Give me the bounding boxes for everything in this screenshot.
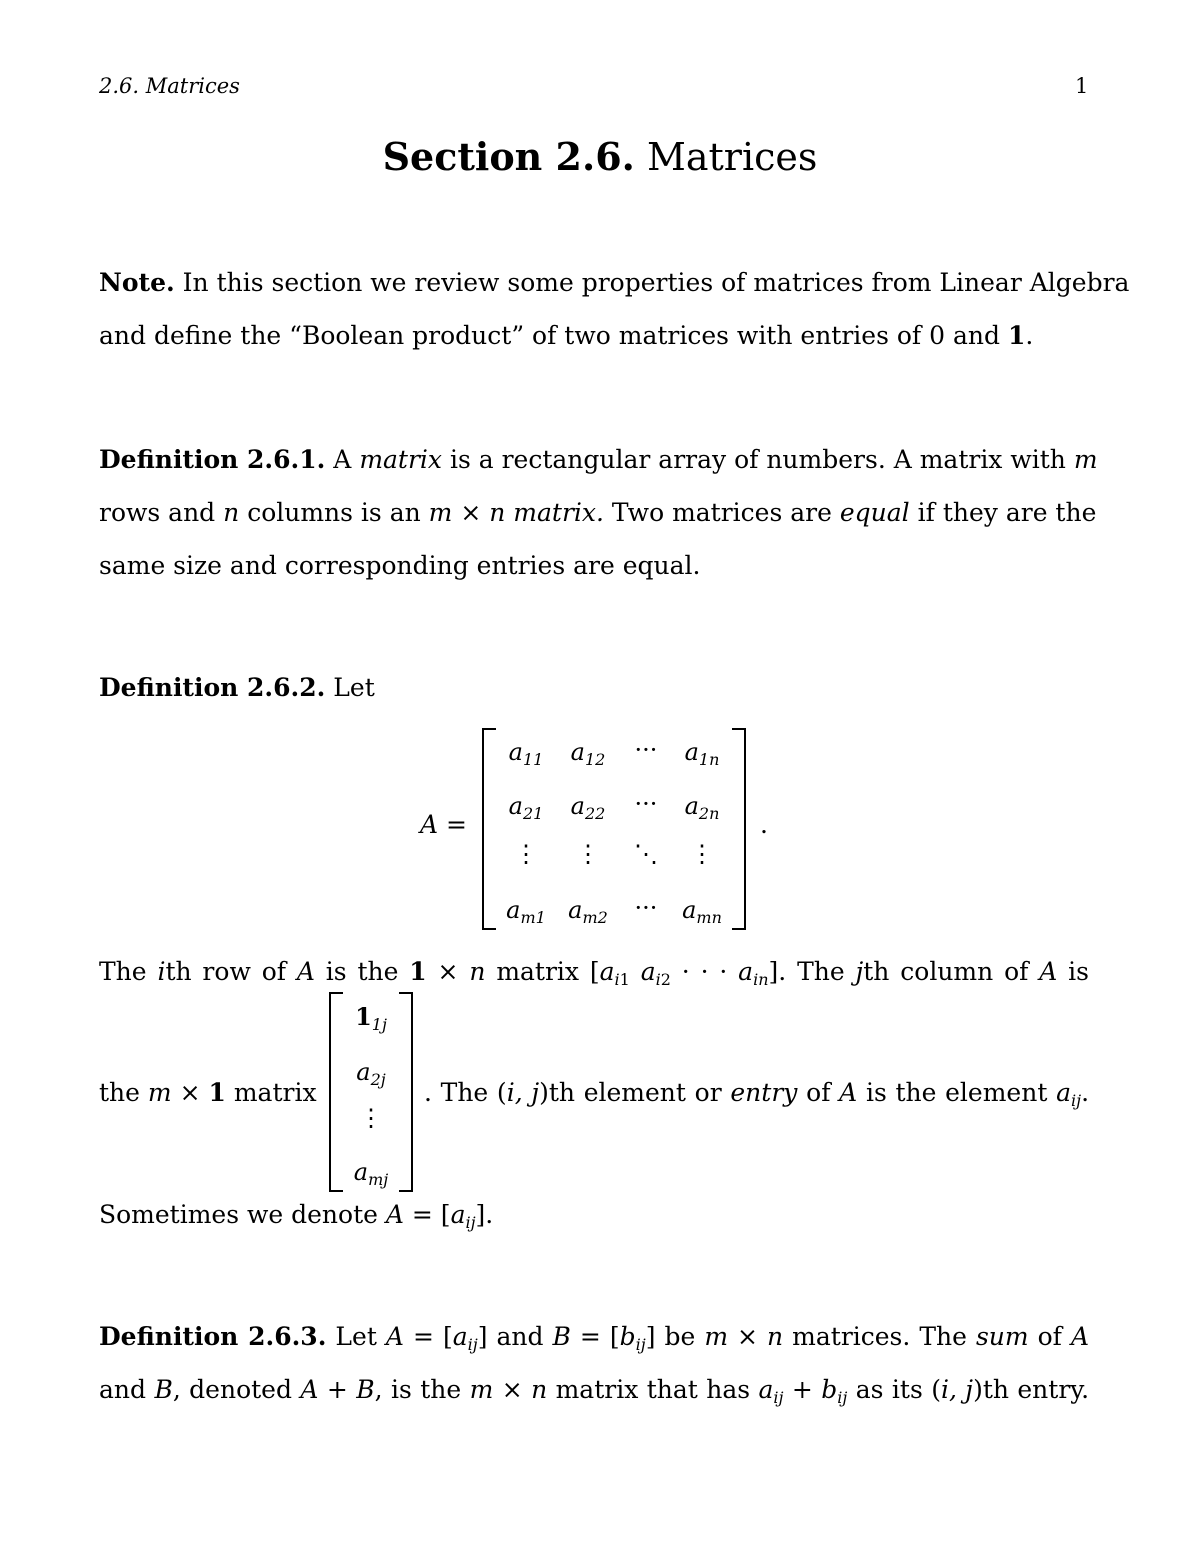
def2-let: Let [333,673,375,702]
matrix-cell: $a_{12}$ [570,738,606,769]
note-period: . [1025,321,1034,350]
matrix-cell: $1_{1j}$ [355,1002,387,1034]
text: Sometimes we denote [99,1200,378,1229]
section-title-number: Section 2.6. [382,134,635,179]
matrix-cell: $a_{mj}$ [353,1158,389,1189]
def1-line-3 [99,539,1089,592]
def2-line-1 [99,661,1089,714]
text: th row of [165,957,286,986]
def1-var-n: n [223,498,240,527]
def1-term-equal: equal [839,498,910,527]
definition-2-6-2-heading [99,661,1089,714]
definition-2-6-1 [99,433,1098,592]
def1-term-matrix-2: matrix. [513,498,604,527]
note-text-1: In this section we review some properties of matrices from Linear Algebra [182,268,1130,297]
matrix-cell: $a_{22}$ [570,792,606,823]
col-line-suffix [424,1066,1089,1119]
text: of [806,1078,831,1107]
var-i: i [157,957,166,986]
var-ij: i, j [506,1078,540,1107]
matrix-cell: ··· [634,894,658,922]
def1-label: Definition 2.6.1. [99,445,326,474]
note-text-2: and define the “Boolean product” of two matrices with entries of 0 and [99,321,1000,350]
matrix-cell: $a_{2j}$ [356,1058,386,1089]
sometimes-line [99,1188,1089,1241]
matrix-cell: ··· [634,736,658,764]
var-a: A [1039,957,1058,986]
matrix-cell: $a_{mn}$ [682,896,722,927]
def2-label: Definition 2.6.2. [99,673,326,702]
def1-text: Two matrices are [611,498,832,527]
sometimes-text-line: Sometimes we denote $A = [a_{ij}]$. [99,1200,494,1232]
text: . The ( [424,1078,507,1107]
note-paragraph [99,256,1130,362]
period: . [1081,1078,1090,1107]
text: matrix [ [496,957,600,986]
def1-text: is a rectangular array of numbers. A matrix with [449,445,1066,474]
bold-one: 1 [208,1078,226,1107]
var-n: n [469,957,486,986]
def1-line-2 [99,486,1097,539]
matrix-cell: ⋮ [576,840,600,868]
def2-row-line [99,945,1089,998]
var-a: A [296,957,315,986]
text: The [99,957,147,986]
section-title-text: Matrices [646,135,818,179]
right-bracket [732,728,746,930]
definition-2-6-3 [99,1310,1089,1416]
right-bracket [399,992,413,1192]
var-a: A [839,1078,858,1107]
def1-text: if they are the [917,498,1097,527]
text: The [797,957,845,986]
def1-mxn: m × n [428,498,506,527]
times: × [437,957,459,986]
def1-line-1 [99,433,1098,486]
matrix-a [482,728,746,930]
matrix-cell: ⋮ [690,840,714,868]
var-j: j [855,957,864,986]
text: is the [325,957,399,986]
matrix-cell: $a_{21}$ [508,792,544,823]
matrix-cell: ⋱ [634,840,658,868]
var-m: m [147,1078,172,1107]
note-label: Note. [99,268,175,297]
matrix-cell: $a_{m2}$ [568,896,608,927]
term-entry: entry [730,1078,798,1107]
text: is [1068,957,1089,986]
section-title [0,134,1200,179]
note-line-1 [99,256,1130,309]
text: matrix [233,1078,317,1107]
matrix-cell: $a_{11}$ [508,738,544,769]
matrix-cell: $a_{2n}$ [684,792,720,823]
def1-var-m: m [1073,445,1098,474]
column-matrix [329,992,413,1192]
text: the [99,1078,140,1107]
left-bracket [482,728,496,930]
times: × [179,1078,201,1107]
bold-one: 1 [409,957,427,986]
matrix-cell: ⋮ [514,840,538,868]
def3-line-1: Definition 2.6.3. Let $A = [a_{ij}]$ and $B = [b_{ij}]$ be m × n matrices. The sum of A [99,1322,1089,1354]
note-line-2 [99,309,1089,362]
text: )th element or [539,1078,722,1107]
matrix-cell: $a_{m1}$ [506,896,546,927]
def1-term-matrix: matrix [359,445,443,474]
matrix-cell: ⋮ [359,1104,383,1132]
def1-text: A [333,445,352,474]
matrix-cell: $a_{1n}$ [684,738,720,769]
text: is the element [865,1078,1048,1107]
running-header: 2.6. Matrices [99,74,240,98]
def1-text: rows and [99,498,216,527]
def3-label: Definition 2.6.3. [99,1322,327,1351]
row-line: The ith row of A is the 1 × n matrix [$a_{i1}$ $a_{i2}$ · · · $a_{in}$]. The jth column of A is [99,957,1089,989]
def1-text: same size and corresponding entries are equal. [99,551,701,580]
page-number: 1 [1075,74,1089,98]
col-line-prefix [99,1066,317,1119]
matrix-a-period: . [760,810,768,839]
text: th column of [863,957,1029,986]
matrix-cell: ··· [634,790,658,818]
def1-text: columns is an [247,498,421,527]
col-line-suffix-text: . The (i, j)th element or entry of A is the element $a_{ij}$. [424,1078,1090,1110]
note-bold-one: 1 [1007,321,1026,350]
matrix-a-label: A = [420,810,467,839]
def3-line-2: and B, denoted A + B, is the m × n matrix that has $a_{ij} + b_{ij}$ as its (i, j)th entry. [99,1375,1090,1407]
